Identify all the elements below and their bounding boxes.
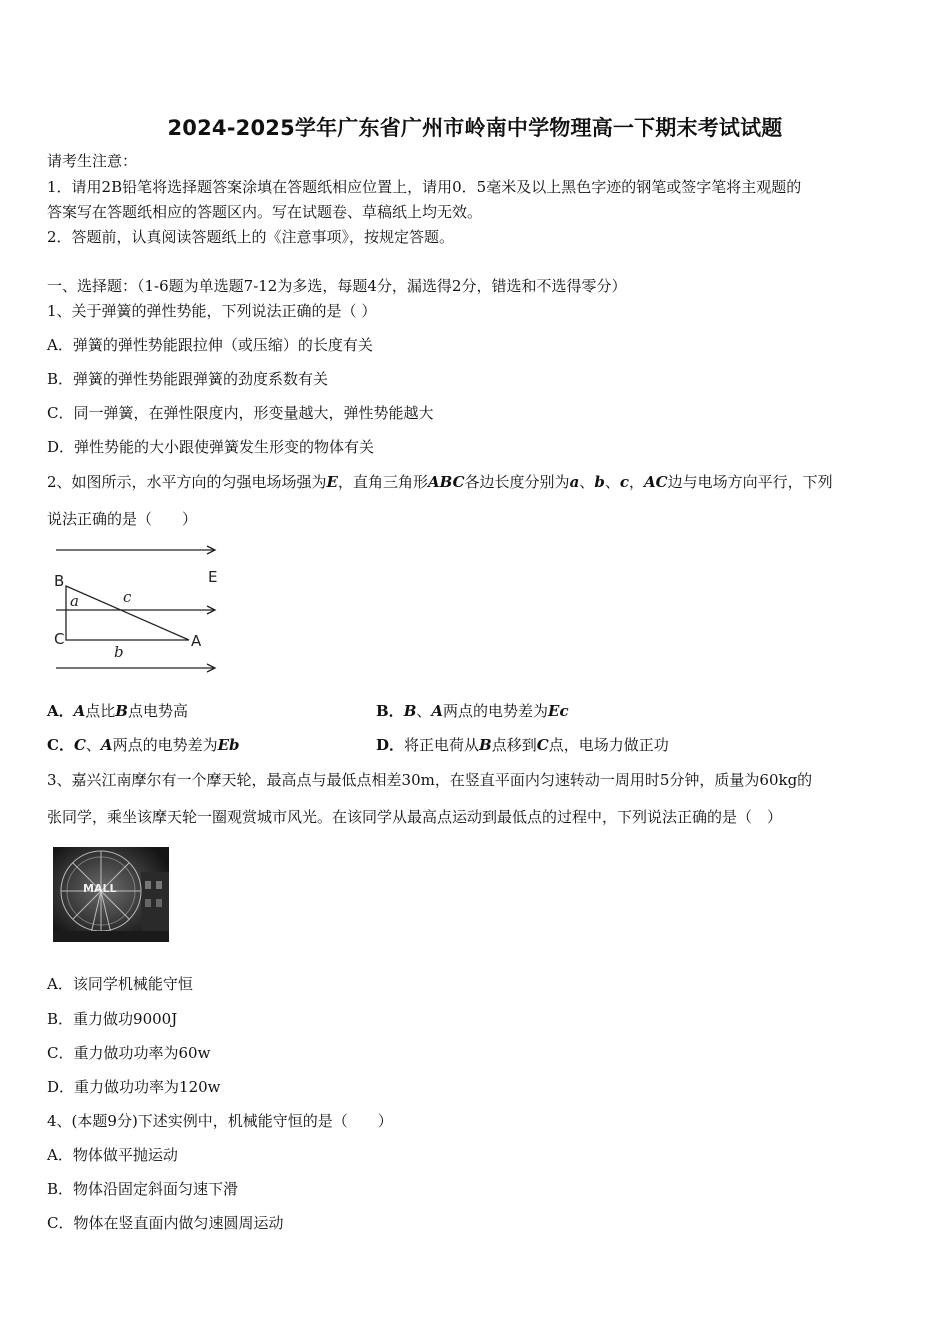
q2-var: A [100,736,113,754]
option-text: 点移到 [491,736,537,754]
q2-sep: 、 [604,473,620,491]
q1-option-d: D．弹性势能的大小跟使弹簧发生形变的物体有关 [47,438,375,456]
option-text: 两点的电势差为 [112,736,218,754]
notice-item-2: 2．答题前，认真阅读答题纸上的《注意事项》，按规定答题。 [47,228,455,246]
q2-var-abc: ABC [428,473,465,491]
q2-var: C [73,736,86,754]
q2-var: B [403,702,417,720]
q2-var: B [115,702,128,720]
q3-option-d: D．重力做功功率为120w [47,1078,221,1096]
q2-var-ac: AC [643,473,668,491]
q1-option-c: C．同一弹簧，在弹性限度内，形变量越大，弹性势能越大 [47,404,434,422]
side-label-a: a [70,592,79,610]
q3-stem-line1: 3、嘉兴江南摩尔有一个摩天轮，最高点与最低点相差30m，在竖直平面内匀速转动一周用时5分钟，质量为60kg的 [47,771,813,789]
q1-option-b: B．弹簧的弹性势能跟弹簧的劲度系数有关 [47,370,329,388]
side-label-b: b [114,643,124,661]
option-text: 点电势高 [127,702,188,720]
q3-option-b: B．重力做功9000J [47,1010,178,1028]
q2-option-c [47,735,240,755]
q2-var-a: a [569,473,580,491]
q2-figure-triangle-field [50,540,225,680]
option-prefix: D． [376,736,405,754]
q3-ferris-wheel-photo [53,847,169,942]
q3-option-a: A．该同学机械能守恒 [47,975,193,993]
q2-var-e: E [326,473,338,491]
option-text: 点，电场力做正功 [548,736,669,754]
option-text: 点比 [85,702,116,720]
option-text: 两点的电势差为 [443,702,549,720]
option-prefix: A． [47,702,74,720]
option-text: 、 [85,736,101,754]
notice-heading: 请考生注意： [47,152,138,170]
q2-stem [47,472,833,492]
q4-option-c: C．物体在竖直面内做匀速圆周运动 [47,1214,284,1232]
option-prefix: C． [47,736,74,754]
q2-var: A [431,702,444,720]
q3-stem-line2: 张同学，乘坐该摩天轮一圈观赏城市风光。在该同学从最高点运动到最低点的过程中，下列说法正确的是（ ） [47,808,783,826]
vertex-label-a: A [191,632,202,650]
q2-stem-text: 边与电场方向平行，下列 [667,473,833,491]
vertex-label-b: B [54,572,65,590]
option-text: 、 [416,702,432,720]
section-heading: 一、选择题：（1-6题为单选题7-12为多选，每题4分，漏选得2分，错选和不选得零分） [47,277,627,295]
q2-sep: ， [628,473,644,491]
q3-option-c: C．重力做功功率为60w [47,1044,211,1062]
q2-stem-text: ，直角三角形 [337,473,428,491]
q4-stem: 4、(本题9分)下述实例中，机械能守恒的是（ ） [47,1112,393,1130]
option-prefix: B． [376,702,404,720]
side-label-c: c [123,588,132,606]
q2-var: A [73,702,86,720]
q4-option-b: B．物体沿固定斜面匀速下滑 [47,1180,239,1198]
photo-sign-text: MALL [83,882,117,895]
q2-option-b [376,701,569,721]
vertex-label-c: C [54,630,65,648]
page-title: 2024-2025学年广东省广州市岭南中学物理高一下期末考试试题 [167,116,783,140]
notice-item-1: 1．请用2B铅笔将选择题答案涂填在答题纸相应位置上，请用0．5毫米及以上黑色字迹的钢笔或签字笔将主观题的 [47,178,802,196]
option-text: 将正电荷从 [404,736,480,754]
q1-stem: 1、关于弹簧的弹性势能，下列说法正确的是（ ） [47,302,377,320]
q2-option-d [376,735,669,755]
q2-stem-text: 各边长度分别为 [464,473,570,491]
q2-var-c: c [619,473,629,491]
q2-var: Ec [548,702,569,720]
q2-var: C [536,736,549,754]
field-label-e: E [208,568,218,586]
q4-option-a: A．物体做平抛运动 [47,1146,178,1164]
q2-stem-line2: 说法正确的是（ ） [47,510,198,528]
q2-option-a [47,701,188,721]
q2-var-b: b [594,473,605,491]
q1-option-a: A．弹簧的弹性势能跟拉伸（或压缩）的长度有关 [47,336,373,354]
q2-var: Eb [217,736,240,754]
q2-sep: 、 [579,473,595,491]
q2-stem-text: 2、如图所示，水平方向的匀强电场场强为 [47,473,327,491]
notice-item-1-cont: 答案写在答题纸相应的答题区内。写在试题卷、草稿纸上均无效。 [47,203,483,221]
q2-var: B [479,736,492,754]
